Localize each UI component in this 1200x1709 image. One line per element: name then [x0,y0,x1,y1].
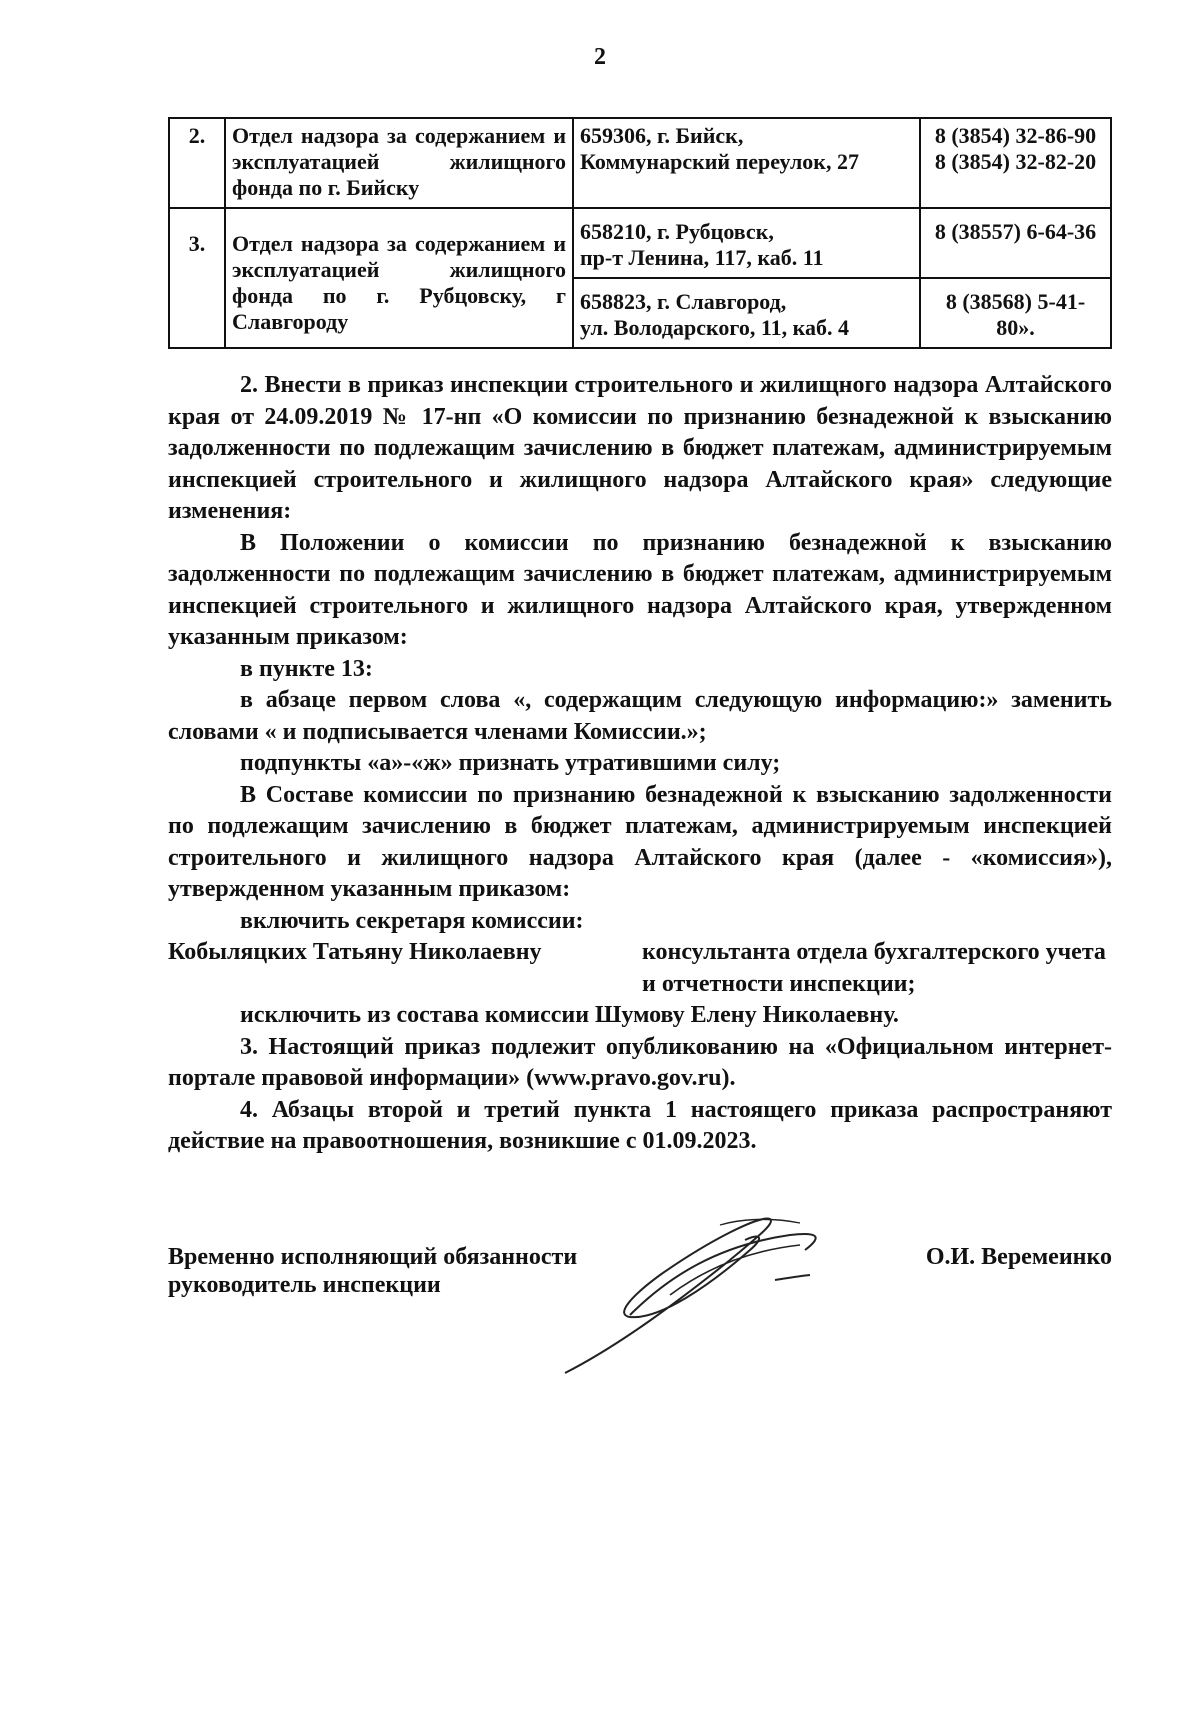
phone-number: 8 (38568) 5-41-80». [945,289,1086,340]
phone-number: 8 (38557) 6-64-36 [934,219,1097,244]
address-line: 658210, г. Рубцовск, [580,219,774,244]
signer-position-line: руководитель инспекции [168,1272,441,1298]
paragraph: В Положении о комиссии по признанию безнадежной к взысканию задолженности по подлежащим зачислению в бюджет платежам, администрируемым инспекцией строительного и жилищного надзора Алтайского края, утвержденном указанным приказом: [168,529,1112,650]
row-number: 2. [169,118,225,208]
address-line: ул. Володарского, 11, каб. 4 [580,315,849,340]
department-name: Отдел надзора за содержанием и эксплуатацией жилищного фонда по г. Рубцовску, г Славгороду [225,208,573,348]
row-number: 3. [169,208,225,348]
page-number: 2 [594,44,606,70]
commission-member [168,937,1112,1000]
phone-number: 8 (3854) 32-82-20 [934,149,1097,174]
paragraph: В Составе комиссии по признанию безнадежной к взысканию задолженности по подлежащим зачислению в бюджет платежам, администрируемым инспекцией строительного и жилищного надзора Алтайского края (далее - «комиссия»), утвержденном указанным приказом: [168,781,1112,902]
table-row [169,118,1111,208]
department-phone [920,278,1111,348]
paragraph: в абзаце первом слова «, содержащим следующую информацию:» заменить словами « и подписывается членами Комиссии.»; [168,687,1112,745]
department-address [573,278,920,348]
paragraph: подпункты «а»-«ж» признать утратившими силу; [240,750,781,776]
order-text [168,370,1112,1158]
address-line: 658823, г. Славгород, [580,289,787,314]
departments-table [168,117,1112,349]
department-phone [920,118,1111,208]
member-name: Кобыляцких Татьяну Николаевну [168,939,542,965]
signer-name: О.И. Веремеинко [925,1244,1112,1270]
paragraph: исключить из состава комиссии Шумову Елену Николаевну. [240,1002,899,1028]
department-address [573,208,920,278]
paragraph-3: 3. Настоящий приказ подлежит опубликованию на «Официальном интернет-портале правовой информации» (www.pravo.gov.ru). [168,1033,1112,1091]
department-address [573,118,920,208]
paragraph-2: 2. Внести в приказ инспекции строительного и жилищного надзора Алтайского края от 24.09.2019 № 17-нп «О комиссии по признанию безнадежной к взысканию задолженности по подлежащим зачислению в бюджет платежам, администрируемым инспекцией строительного и жилищного надзора Алтайского края» следующие изменения: [168,372,1112,524]
handwritten-signature [560,1205,900,1385]
department-name: Отдел надзора за содержанием и эксплуатацией жилищного фонда по г. Бийску [225,118,573,208]
paragraph: в пункте 13: [240,655,373,682]
address-line: 659306, г. Бийск, [580,123,744,148]
phone-number: 8 (3854) 32-86-90 [934,123,1097,148]
address-line: Коммунарский переулок, 27 [580,149,859,174]
table-row [169,208,1111,278]
paragraph-4: 4. Абзацы второй и третий пункта 1 настоящего приказа распространяют действие на правоотношения, возникшие с 01.09.2023. [168,1096,1112,1154]
address-line: пр-т Ленина, 117, каб. 11 [580,245,824,270]
member-role: консультанта отдела бухгалтерского учета и отчетности инспекции; [642,939,1106,997]
signer-position-line: Временно исполняющий обязанности [168,1244,578,1270]
paragraph: включить секретаря комиссии: [240,907,584,934]
department-phone [920,208,1111,278]
